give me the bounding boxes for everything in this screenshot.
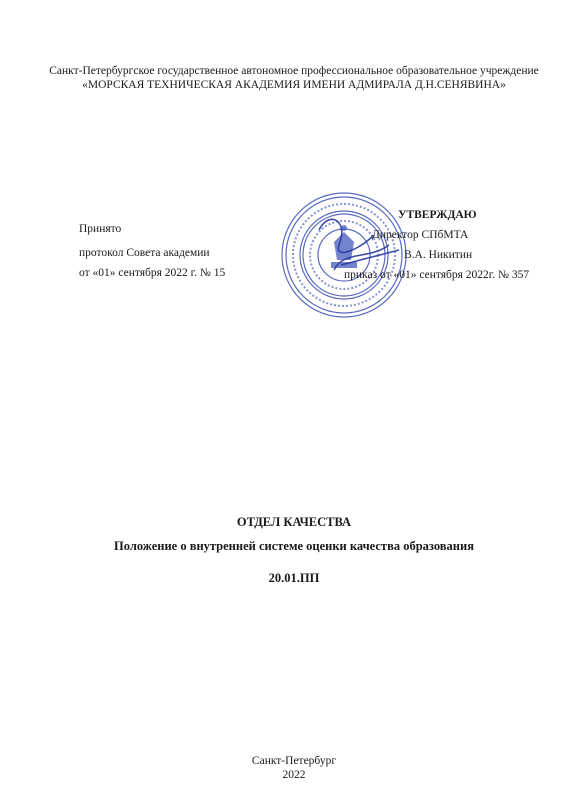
director-position: Директор СПбМТА: [372, 229, 469, 241]
approve-label: УТВЕРЖДАЮ: [398, 209, 477, 221]
document-code: 20.01.ПП: [268, 571, 320, 585]
director-name: В.А. Никитин: [404, 249, 473, 261]
footer-year: 2022: [282, 769, 306, 781]
approval-order: приказ от «01» сентября 2022г. № 357: [344, 269, 530, 281]
footer-city: Санкт-Петербург: [251, 755, 337, 767]
document-title: Положение о внутренней системе оценки качества образования: [114, 539, 474, 553]
department-title: ОТДЕЛ КАЧЕСТВА: [236, 515, 352, 529]
accepted-label: Принято: [79, 223, 122, 235]
official-seal-stamp: [279, 190, 409, 320]
institution-type: Санкт-Петербургское государственное автономное профессиональное образовательное учреждение: [49, 65, 539, 77]
institution-name: «МОРСКАЯ ТЕХНИЧЕСКАЯ АКАДЕМИЯ ИМЕНИ АДМИРАЛА Д.Н.СЕНЯВИНА»: [82, 79, 506, 91]
accepted-council-protocol: протокол Совета академии: [79, 247, 210, 259]
accepted-protocol-date: от «01» сентября 2022 г. № 15: [79, 267, 226, 279]
